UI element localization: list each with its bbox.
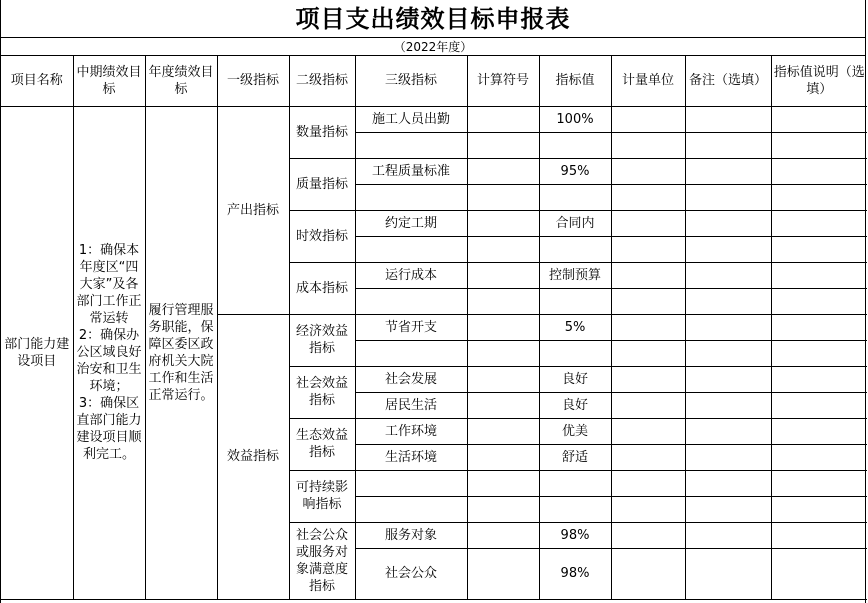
remark-cell [685,366,771,392]
level3-item [355,340,467,366]
level1-benefit: 效益指标 [217,314,289,599]
level3-item: 施工人员出勤 [355,106,467,132]
remark-cell [685,548,771,599]
level3-item [355,288,467,314]
remark-cell [685,314,771,340]
unit-cell [611,288,685,314]
calc-symbol-cell [467,470,539,496]
header-row [1,56,867,106]
unit-cell [611,418,685,444]
value-cell: 95% [539,158,611,184]
explain-cell [771,392,867,418]
explain-cell [771,184,867,210]
level3-item [355,184,467,210]
value-cell [539,132,611,158]
value-cell: 优美 [539,418,611,444]
value-cell [539,184,611,210]
level3-item: 约定工期 [355,210,467,236]
header-value: 指标值 [539,56,611,106]
calc-symbol-cell [467,106,539,132]
level3-item: 生活环境 [355,444,467,470]
calc-symbol-cell [467,236,539,262]
calc-symbol-cell [467,184,539,210]
indicator-table [1,56,867,600]
explain-cell [771,106,867,132]
project-name-cell: 部门能力建设项目 [1,106,73,599]
unit-cell [611,444,685,470]
value-cell: 98% [539,522,611,548]
unit-cell [611,236,685,262]
remark-cell [685,288,771,314]
level3-item: 居民生活 [355,392,467,418]
header-unit: 计量单位 [611,56,685,106]
mid-goal-cell: 1：确保本年度区“四大家”及各部门工作正常运转 2：确保办公区域良好治安和卫生环境； 3：确保区直部门能力建设项目顺利完工。 [73,106,145,599]
explain-cell [771,522,867,548]
level2-quality: 质量指标 [289,158,355,210]
value-cell [539,496,611,522]
remark-cell [685,496,771,522]
level3-item [355,496,467,522]
explain-cell [771,262,867,288]
header-annual-goal: 年度绩效目标 [145,56,217,106]
remark-cell [685,132,771,158]
calc-symbol-cell [467,314,539,340]
unit-cell [611,470,685,496]
calc-symbol-cell [467,496,539,522]
annual-goal-cell: 履行管理服务职能，保障区委区政府机关大院工作和生活正常运行。 [145,106,217,599]
unit-cell [611,340,685,366]
header-level2: 二级指标 [289,56,355,106]
explain-cell [771,236,867,262]
explain-cell [771,470,867,496]
level3-item [355,132,467,158]
unit-cell [611,184,685,210]
table-row [1,106,867,132]
calc-symbol-cell [467,210,539,236]
calc-symbol-cell [467,340,539,366]
header-explain: 指标值说明（选填） [771,56,867,106]
unit-cell [611,262,685,288]
header-mid-goal: 中期绩效目标 [73,56,145,106]
unit-cell [611,132,685,158]
header-level1: 一级指标 [217,56,289,106]
explain-cell [771,340,867,366]
value-cell: 98% [539,548,611,599]
remark-cell [685,340,771,366]
value-cell [539,470,611,496]
level2-economic: 经济效益指标 [289,314,355,366]
remark-cell [685,158,771,184]
unit-cell [611,106,685,132]
unit-cell [611,158,685,184]
calc-symbol-cell [467,444,539,470]
value-cell: 合同内 [539,210,611,236]
level2-social: 社会效益指标 [289,366,355,418]
level2-satisfaction: 社会公众或服务对象满意度指标 [289,522,355,599]
unit-cell [611,522,685,548]
remark-cell [685,444,771,470]
remark-cell [685,236,771,262]
value-cell: 舒适 [539,444,611,470]
value-cell [539,288,611,314]
unit-cell [611,496,685,522]
level2-cost: 成本指标 [289,262,355,314]
level3-item: 工作环境 [355,418,467,444]
explain-cell [771,366,867,392]
explain-cell [771,548,867,599]
level2-ecological: 生态效益指标 [289,418,355,470]
unit-cell [611,314,685,340]
calc-symbol-cell [467,392,539,418]
unit-cell [611,210,685,236]
remark-cell [685,262,771,288]
calc-symbol-cell [467,262,539,288]
calc-symbol-cell [467,288,539,314]
value-cell: 良好 [539,366,611,392]
form-year: （2022年度） [1,38,865,56]
value-cell: 5% [539,314,611,340]
remark-cell [685,184,771,210]
calc-symbol-cell [467,418,539,444]
value-cell: 控制预算 [539,262,611,288]
unit-cell [611,366,685,392]
level1-output: 产出指标 [217,106,289,314]
calc-symbol-cell [467,548,539,599]
level3-item: 运行成本 [355,262,467,288]
value-cell: 良好 [539,392,611,418]
level2-sustainable: 可持续影响指标 [289,470,355,522]
header-level3: 三级指标 [355,56,467,106]
remark-cell [685,470,771,496]
remark-cell [685,522,771,548]
explain-cell [771,210,867,236]
explain-cell [771,288,867,314]
level3-item [355,470,467,496]
value-cell [539,236,611,262]
remark-cell [685,106,771,132]
value-cell [539,340,611,366]
form-title: 项目支出绩效目标申报表 [1,0,865,38]
level2-quantity: 数量指标 [289,106,355,158]
value-cell: 100% [539,106,611,132]
calc-symbol-cell [467,158,539,184]
explain-cell [771,132,867,158]
calc-symbol-cell [467,132,539,158]
header-remark: 备注（选填） [685,56,771,106]
explain-cell [771,158,867,184]
explain-cell [771,496,867,522]
explain-cell [771,314,867,340]
level3-item: 工程质量标准 [355,158,467,184]
header-project-name: 项目名称 [1,56,73,106]
remark-cell [685,392,771,418]
unit-cell [611,392,685,418]
level3-item: 社会公众 [355,548,467,599]
level3-item: 社会发展 [355,366,467,392]
explain-cell [771,418,867,444]
level3-item: 节省开支 [355,314,467,340]
explain-cell [771,444,867,470]
calc-symbol-cell [467,366,539,392]
calc-symbol-cell [467,522,539,548]
remark-cell [685,210,771,236]
level3-item: 服务对象 [355,522,467,548]
header-calc-symbol: 计算符号 [467,56,539,106]
unit-cell [611,548,685,599]
level2-timeliness: 时效指标 [289,210,355,262]
level3-item [355,236,467,262]
remark-cell [685,418,771,444]
